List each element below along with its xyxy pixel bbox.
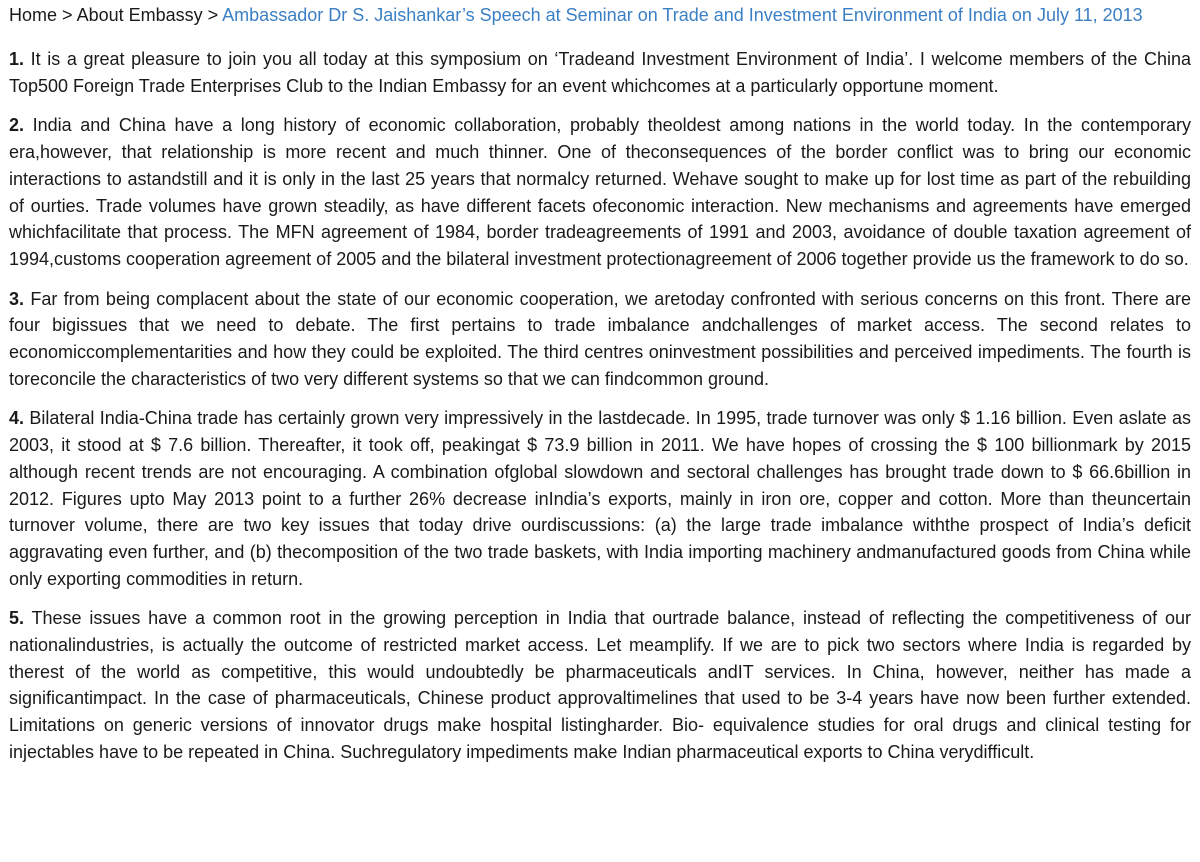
breadcrumb-about-embassy-link[interactable]: About Embassy — [76, 5, 203, 25]
paragraph-text: These issues have a common root in the growing perception in India that ourtrade balance, instead of reflecting the competitiveness of our nationalindustries, is actually the outcome of restricted market access. Let meamplify. If we are to pick two sectors where India is regarded by therest of the world as competitive, this would undoubtedly be pharmaceuticals andIT services. In China, however, neither has made a significantimpact. In the case of pharmaceuticals, Chinese product approvaltimelines that used to be 3-4 years have now been further extended. Limitations on generic versions of innovator drugs make hospital listingharder. Bio- equivalence studies for oral drugs and clinical testing for injectables have to be repeated in China. Suchregulatory impediments make Indian pharmaceutical exports to China verydifficult. — [9, 608, 1191, 762]
speech-paragraph — [9, 286, 1191, 393]
speech-paragraph — [9, 46, 1191, 99]
breadcrumb-separator: > — [207, 5, 219, 25]
speech-paragraph — [9, 112, 1191, 272]
paragraph-number: 1. — [9, 49, 25, 69]
paragraph-number: 2. — [9, 115, 25, 136]
paragraph-number: 5. — [9, 608, 25, 629]
paragraph-text: India and China have a long history of economic collaboration, probably theoldest among nations in the world today. In the contemporary era,however, that relationship is more recent and much thinner. One of theconsequences of the border conflict was to bring our economic interactions to astandstill and it is only in the last 25 years that normalcy returned. Wehave sought to make up for lost time as part of the rebuilding of ourties. Trade volumes have grown steadily, as have different facets ofeconomic interaction. New mechanisms and agreements have emerged whichfacilitate that process. The MFN agreement of 1984, border tradeagreements of 1991 and 2003, avoidance of double taxation agreement of 1994,customs cooperation agreement of 2005 and the bilateral investment protectionagreement of 2006 together provide us the framework to do so. — [9, 115, 1191, 269]
speech-body — [9, 46, 1191, 766]
breadcrumb-separator: > — [62, 5, 73, 25]
paragraph-number: 4. — [9, 408, 25, 429]
breadcrumb-home-link[interactable]: Home — [9, 5, 58, 25]
paragraph-number: 3. — [9, 288, 25, 309]
speech-paragraph — [9, 405, 1191, 592]
speech-paragraph — [9, 605, 1191, 765]
paragraph-text: It is a great pleasure to join you all today at this symposium on ‘Tradeand Investment Environment of India’. I welcome members of the China Top500 Foreign Trade Enterprises Club to the Indian Embassy for an event whichcomes at a particularly opportune moment. — [9, 49, 1191, 96]
paragraph-text: Far from being complacent about the state of our economic cooperation, we aretoday confronted with serious concerns on this front. There are four bigissues that we need to debate. The first pertains to trade imbalance andchallenges of market access. The second relates to economiccomplementarities and how they could be exploited. The third centres oninvestment possibilities and perceived impediments. The fourth is toreconcile the characteristics of two very different systems so that we can findcommon ground. — [9, 288, 1191, 389]
breadcrumb-current-page: Ambassador Dr S. Jaishankar’s Speech at Seminar on Trade and Investment Environment of India on July 11, 2013 — [222, 5, 1143, 25]
paragraph-text: Bilateral India-China trade has certainly grown very impressively in the lastdecade. In 1995, trade turnover was only $ 1.16 billion. Even aslate as 2003, it stood at $ 7.6 billion. Thereafter, it took off, peakingat $ 73.9 billion in 2011. We have hopes of crossing the $ 100 billionmark by 2015 although recent trends are not encouraging. A combination ofglobal slowdown and sectoral challenges has brought trade down to $ 66.6billion in 2012. Figures upto May 2013 point to a further 26% decrease inIndia’s exports, mainly in iron ore, copper and cotton. More than theuncertain turnover volume, there are two key issues that today drive ourdiscussions: (a) the large trade imbalance withthe prospect of India’s deficit aggravating even further, and (b) thecomposition of the two trade baskets, with India importing machinery andmanufactured goods from China while only exporting commodities in return. — [9, 408, 1191, 589]
breadcrumb — [9, 2, 1191, 29]
